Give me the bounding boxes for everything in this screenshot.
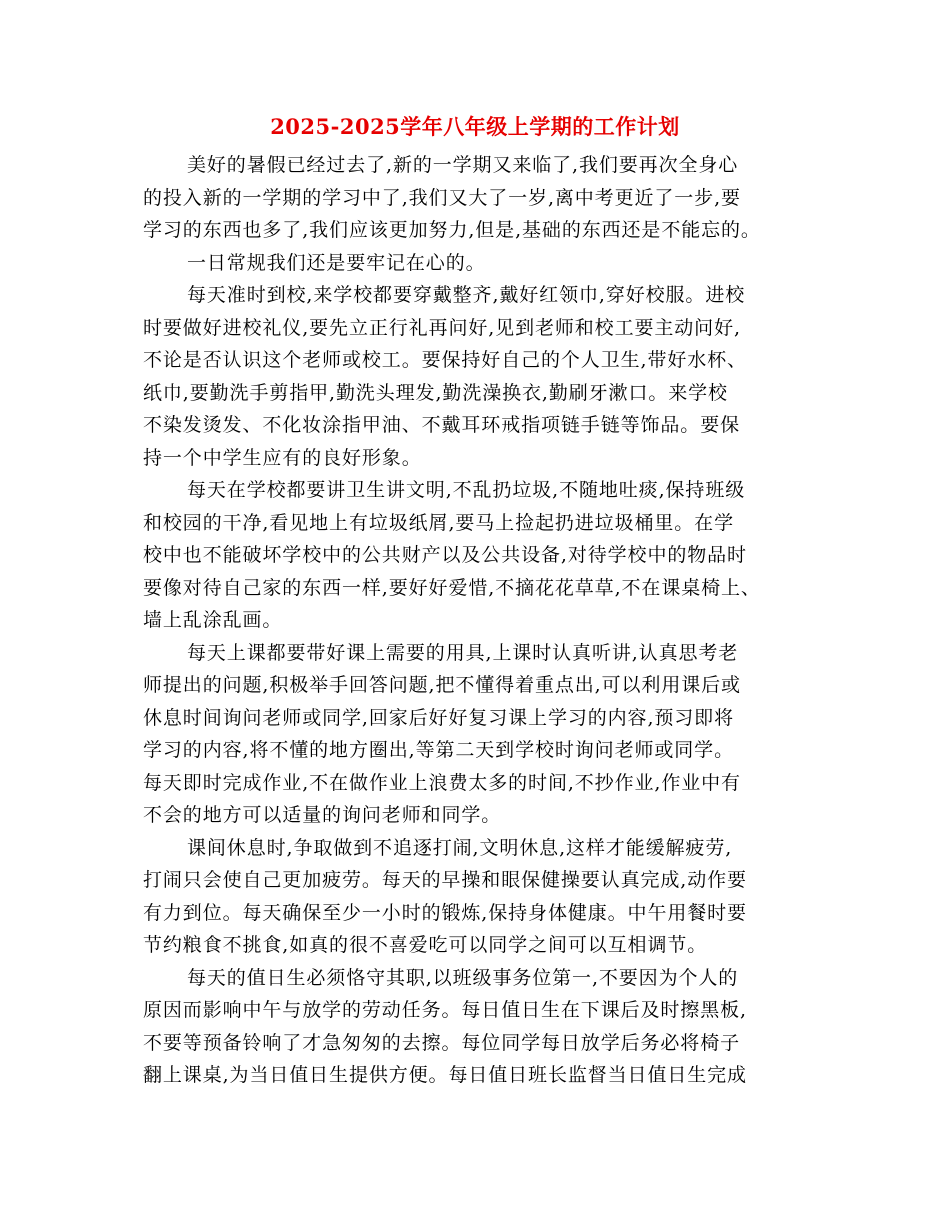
paragraph-first-line: 课间休息时,争取做到不追逐打闹,文明休息,这样才能缓解疲劳, — [187, 836, 733, 859]
paragraph-line: 有力到位。每天确保至少一小时的锻炼,保持身体健康。中午用餐时要 — [143, 901, 747, 924]
paragraph-line: 翻上课桌,为当日值日生提供方便。每日值日班长监督当日值日生完成 — [143, 1064, 747, 1086]
paragraph-line: 要像对待自己家的东西一样,要好好爱惜,不摘花花草草,不在课桌椅上、 — [143, 576, 761, 599]
document-title: 2025-2025学年八年级上学期的工作计划 — [270, 114, 680, 139]
paragraph-line: 节约粮食不挑食,如真的很不喜爱吃可以同学之间可以互相调节。 — [143, 934, 708, 956]
paragraph-line: 师提出的问题,积极举手回答问题,把不懂得着重点出,可以利用课后或 — [143, 674, 741, 696]
paragraph-first-line: 每天的值日生必须恪守其职,以班级事务位第一,不要因为个人的 — [187, 966, 739, 989]
paragraph-line: 学习的内容,将不懂的地方圈出,等第二天到学校时询问老师或同学。 — [143, 739, 734, 761]
paragraph-line: 和校园的干净,看见地上有垃圾纸屑,要马上捡起扔进垃圾桶里。在学 — [143, 511, 734, 534]
paragraph-first-line: 每天上课都要带好课上需要的用具,上课时认真听讲,认真思考老 — [187, 641, 739, 664]
paragraph-line: 的投入新的一学期的学习中了,我们又大了一岁,离中考更近了一步,要 — [143, 186, 741, 209]
paragraph-line: 时要做好进校礼仪,要先立正行礼再问好,见到老师和校工要主动问好, — [143, 316, 741, 339]
paragraph-line: 原因而影响中午与放学的劳动任务。每日值日生在下课后及时擦黑板, — [143, 999, 747, 1021]
paragraph-line: 持一个中学生应有的良好形象。 — [143, 446, 422, 469]
paragraph-line: 墙上乱涂乱画。 — [143, 609, 283, 631]
paragraph-line: 打闹只会使自己更加疲劳。每天的早操和眼保健操要认真完成,动作要 — [143, 869, 747, 891]
paragraph-first-line: 一日常规我们还是要牢记在心的。 — [187, 251, 486, 274]
paragraph-line: 休息时间询问老师或同学,回家后好好复习课上学习的内容,预习即将 — [143, 706, 734, 729]
paragraph-line: 学习的东西也多了,我们应该更加努力,但是,基础的东西还是不能忘的。 — [143, 219, 761, 241]
paragraph-first-line: 每天在学校都要讲卫生讲文明,不乱扔垃圾,不随地吐痰,保持班级 — [187, 479, 746, 501]
paragraph-line: 每天即时完成作业,不在做作业上浪费太多的时间,不抄作业,作业中有 — [143, 771, 741, 794]
paragraph-first-line: 每天准时到校,来学校都要穿戴整齐,戴好红领巾,穿好校服。进校 — [187, 284, 746, 306]
paragraph-line: 不会的地方可以适量的询问老师和同学。 — [143, 804, 502, 826]
paragraph-first-line: 美好的暑假已经过去了,新的一学期又来临了,我们要再次全身心 — [187, 154, 739, 176]
paragraph-line: 不论是否认识这个老师或校工。要保持好自己的个人卫生,带好水杯、 — [143, 349, 747, 371]
paragraph-line: 不要等预备铃响了才急匆匆的去擦。每位同学每日放学后务必将椅子 — [143, 1031, 741, 1054]
paragraph-line: 纸巾,要勤洗手剪指甲,勤洗头理发,勤洗澡换衣,勤刷牙漱口。来学校 — [143, 381, 728, 404]
paragraph-line: 校中也不能破坏学校中的公共财产以及公共设备,对待学校中的物品时 — [143, 544, 747, 566]
paragraph-line: 不染发烫发、不化妆涂指甲油、不戴耳环戒指项链手链等饰品。要保 — [143, 414, 741, 436]
